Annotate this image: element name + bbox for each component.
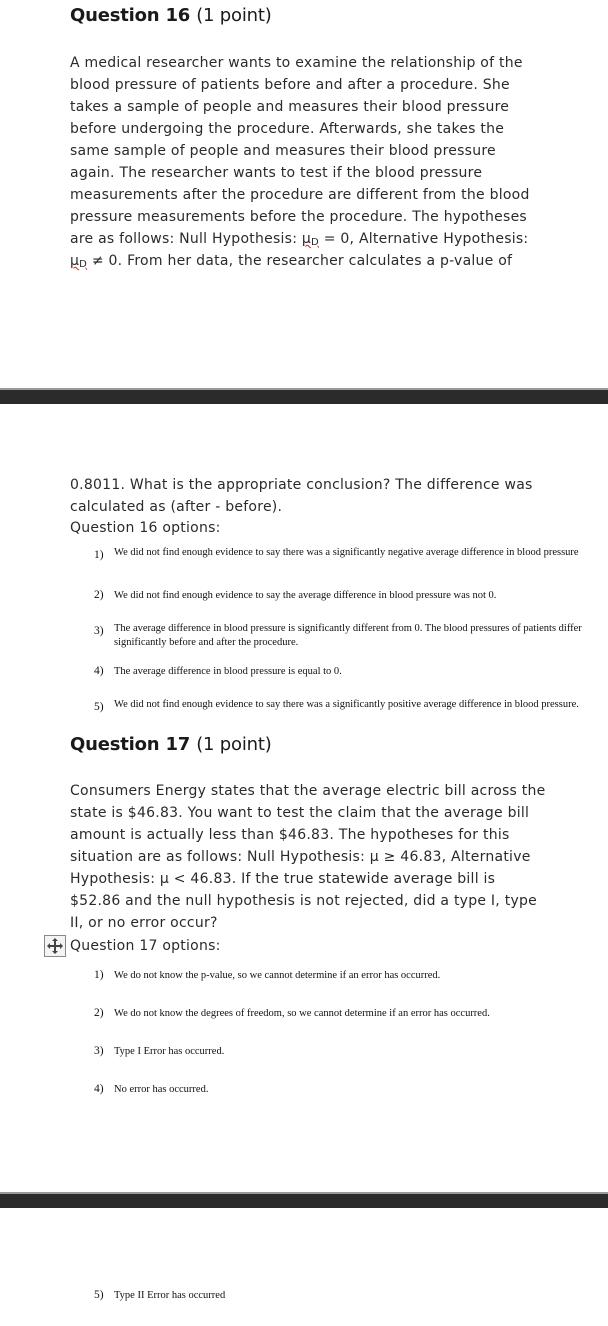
option-number: 1)	[94, 969, 104, 981]
option-number: 1)	[94, 549, 104, 561]
question-16-number: Question 16	[70, 5, 191, 26]
option-number: 3)	[94, 1045, 104, 1057]
stem-line: amount is actually less than $46.83. The hypotheses for this	[70, 827, 510, 843]
question-16-title	[70, 5, 272, 26]
q17-option-5[interactable]	[94, 1289, 606, 1305]
stem-line: again. The researcher wants to test if the blood pressure	[70, 165, 483, 181]
stem-line: before undergoing the procedure. Afterwards, she takes the	[70, 121, 505, 137]
option-text: Type I Error has occurred.	[114, 1046, 225, 1057]
move-arrows-icon	[45, 936, 65, 956]
pvalue-suffix: ≠ 0. From her data, the researcher calculates a p-value of	[87, 253, 513, 269]
stem-line: A medical researcher wants to examine the relationship of the	[70, 55, 523, 71]
q17-option-4[interactable]	[94, 1083, 606, 1099]
question-16-stem	[70, 52, 540, 272]
stem-line: takes a sample of people and measures their blood pressure	[70, 99, 510, 115]
option-text: No error has occurred.	[114, 1084, 209, 1095]
pvalue-line	[70, 250, 540, 272]
question-17-number: Question 17	[70, 734, 191, 755]
stem-line: same sample of people and measures their blood pressure	[70, 143, 496, 159]
question-17-points: (1 point)	[196, 734, 272, 755]
option-number: 2)	[94, 1007, 104, 1019]
option-number: 3)	[94, 625, 104, 637]
stem-line: Consumers Energy states that the average electric bill across the	[70, 783, 546, 799]
question-17-options-label: Question 17 options:	[70, 938, 221, 954]
stem-line: state is $46.83. You want to test the claim that the average bill	[70, 805, 530, 821]
option-text: The average difference in blood pressure is equal to 0.	[114, 666, 342, 677]
option-text: We did not find enough evidence to say there was a significantly negative average difference in blood pressure	[114, 547, 579, 558]
option-text: Type II Error has occurred	[114, 1290, 226, 1301]
stem-line: measurements after the procedure are different from the blood	[70, 187, 530, 203]
q17-option-1[interactable]	[94, 969, 606, 985]
stem-line: situation are as follows: Null Hypothesis: μ ≥ 46.83, Alternative	[70, 849, 531, 865]
q17-option-3[interactable]	[94, 1045, 606, 1061]
option-number: 2)	[94, 589, 104, 601]
hypothesis-mid: = 0, Alternative Hypothesis:	[319, 231, 529, 247]
q16-option-2[interactable]	[94, 589, 606, 605]
mu-d-symbol: $\mu_D$	[70, 253, 88, 270]
question-17-title	[70, 734, 272, 755]
q16-option-3[interactable]	[94, 622, 606, 652]
option-text: The average difference in blood pressure is significantly different from 0. The blood pressures of patients differ significantly before and after the procedure.	[114, 623, 582, 648]
option-text: We did not find enough evidence to say the average difference in blood pressure was not 0.	[114, 590, 497, 601]
option-text: We do not know the p-value, so we cannot determine if an error has occurred.	[114, 970, 441, 981]
option-number: 5)	[94, 1289, 104, 1301]
option-number: 4)	[94, 1083, 104, 1095]
q16-option-1[interactable]	[94, 546, 606, 576]
hypothesis-line	[70, 228, 540, 250]
question-16-points: (1 point)	[196, 5, 272, 26]
stem-line: II, or no error occur?	[70, 915, 218, 931]
page-break-bar	[0, 388, 608, 404]
stem-line: pressure measurements before the procedure. The hypotheses	[70, 209, 527, 225]
stem-line: 0.8011. What is the appropriate conclusion? The difference was	[70, 477, 533, 493]
q16-option-5[interactable]	[94, 698, 606, 728]
option-number: 5)	[94, 701, 104, 713]
stem-line: blood pressure of patients before and after a procedure. She	[70, 77, 510, 93]
option-number: 4)	[94, 665, 104, 677]
q17-option-2[interactable]	[94, 1007, 606, 1023]
mu-d-symbol: $\mu_D$	[301, 231, 319, 248]
hypothesis-prefix: are as follows: Null Hypothesis:	[70, 231, 302, 247]
option-text: We did not find enough evidence to say there was a significantly positive average difference in blood pressure.	[114, 699, 579, 710]
option-text: We do not know the degrees of freedom, so we cannot determine if an error has occurred.	[114, 1008, 490, 1019]
stem-line: Hypothesis: μ < 46.83. If the true statewide average bill is	[70, 871, 496, 887]
stem-line: calculated as (after - before).	[70, 499, 283, 515]
stem-line: $52.86 and the null hypothesis is not rejected, did a type I, type	[70, 893, 537, 909]
page-break-bar	[0, 1192, 608, 1208]
question-16-options-label: Question 16 options:	[70, 520, 221, 536]
move-icon[interactable]	[44, 935, 66, 957]
q16-option-4[interactable]	[94, 665, 606, 681]
question-16-stem-continued	[70, 474, 540, 518]
question-17-stem	[70, 780, 550, 934]
